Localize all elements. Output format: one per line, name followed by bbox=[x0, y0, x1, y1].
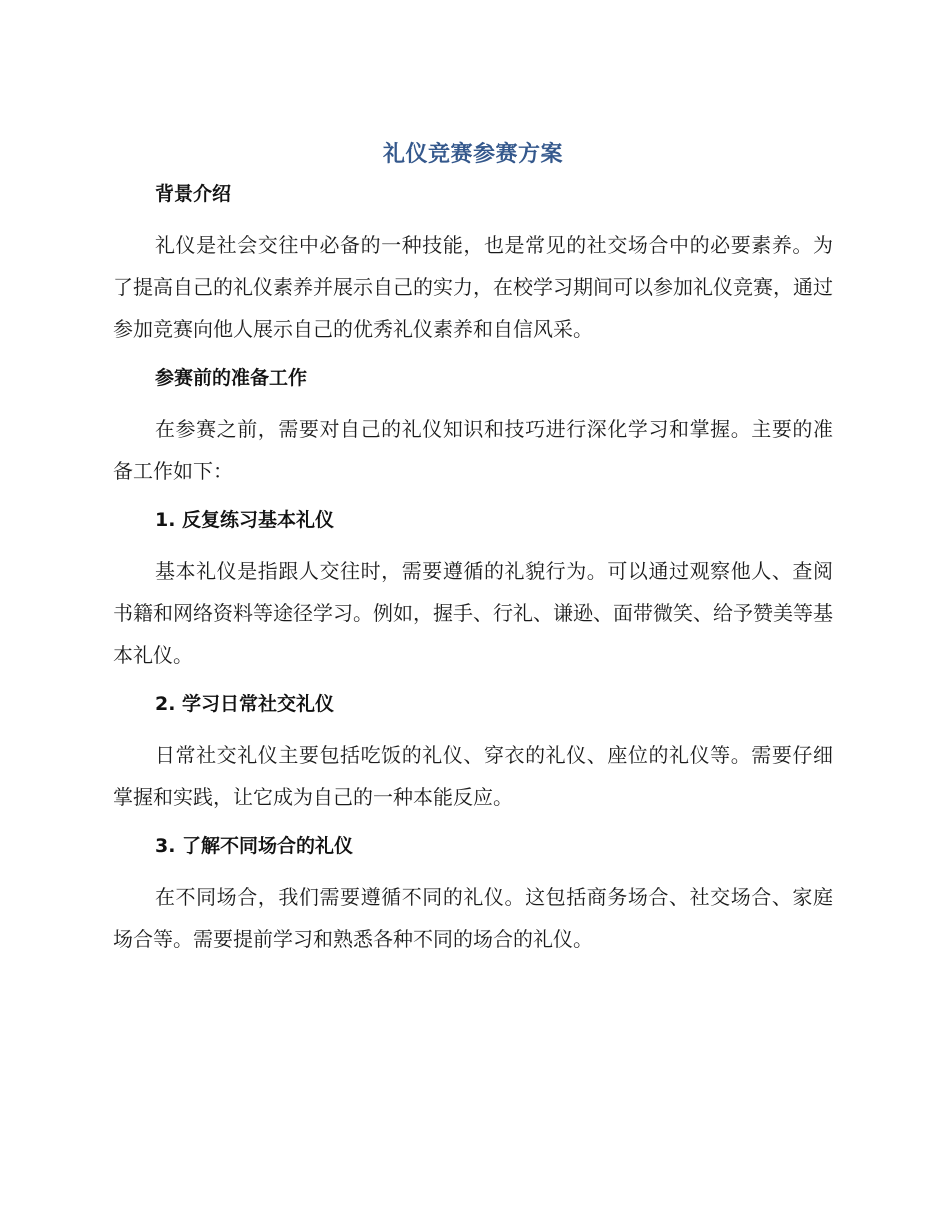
section-paragraph: 基本礼仪是指跟人交往时，需要遵循的礼貌行为。可以通过观察他人、查阅书籍和网络资料等途径学习。例如，握手、行礼、谦逊、面带微笑、给予赞美等基本礼仪。 bbox=[113, 559, 833, 667]
section-heading: 背景介绍 bbox=[155, 183, 232, 205]
section-paragraph: 在不同场合，我们需要遵循不同的礼仪。这包括商务场合、社交场合、家庭场合等。需要提前学习和熟悉各种不同的场合的礼仪。 bbox=[113, 885, 833, 951]
section-heading: 3. 了解不同场合的礼仪 bbox=[155, 835, 354, 857]
section-preparation bbox=[113, 364, 833, 492]
section-paragraph: 日常社交礼仪主要包括吃饭的礼仪、穿衣的礼仪、座位的礼仪等。需要仔细掌握和实践，让它成为自己的一种本能反应。 bbox=[113, 743, 833, 809]
section-paragraph: 在参赛之前，需要对自己的礼仪知识和技巧进行深化学习和掌握。主要的准备工作如下： bbox=[113, 417, 833, 483]
section-background bbox=[113, 180, 833, 350]
section-occasion-etiquette bbox=[113, 832, 833, 960]
document-body bbox=[113, 140, 833, 974]
section-heading: 1. 反复练习基本礼仪 bbox=[155, 509, 335, 531]
section-paragraph: 礼仪是社会交往中必备的一种技能，也是常见的社交场合中的必要素养。为了提高自己的礼仪素养并展示自己的实力，在校学习期间可以参加礼仪竞赛，通过参加竞赛向他人展示自己的优秀礼仪素养和自信风采。 bbox=[113, 233, 833, 341]
section-basic-etiquette bbox=[113, 506, 833, 676]
section-social-etiquette bbox=[113, 690, 833, 818]
section-heading: 参赛前的准备工作 bbox=[155, 367, 308, 389]
document-title: 礼仪竞赛参赛方案 bbox=[382, 142, 563, 167]
section-heading: 2. 学习日常社交礼仪 bbox=[155, 693, 335, 715]
